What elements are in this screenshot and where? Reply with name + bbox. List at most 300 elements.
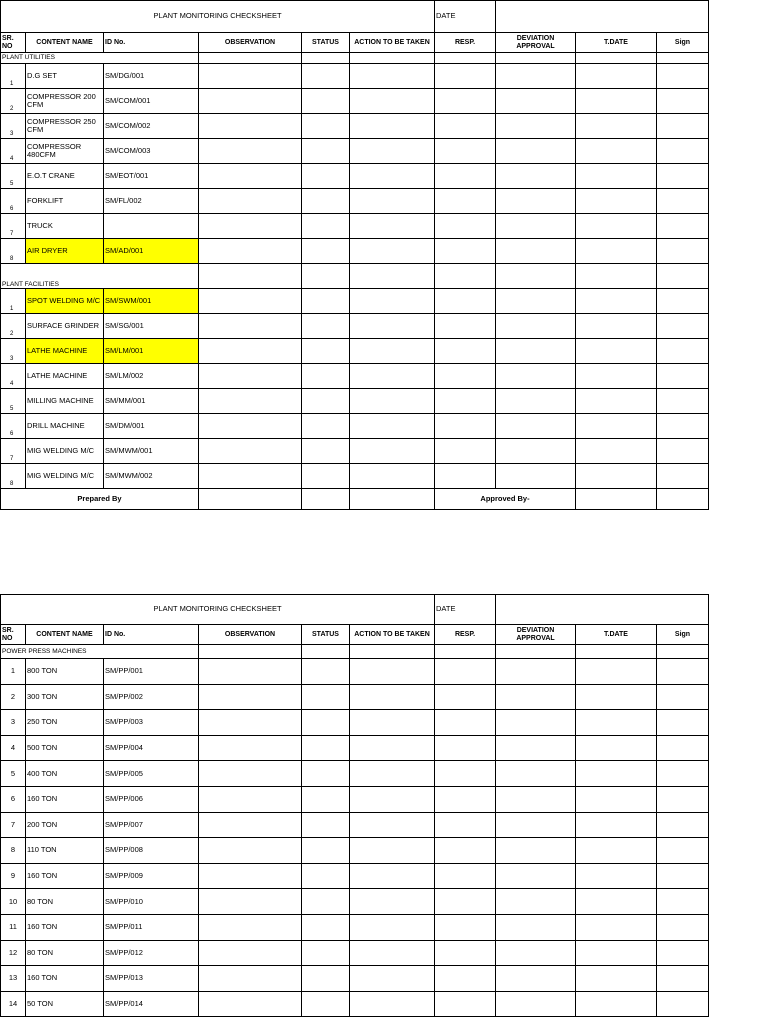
- sr-no-cell: 2: [1, 89, 26, 114]
- deviation-approval-cell[interactable]: [496, 991, 576, 1017]
- deviation-approval-cell[interactable]: [496, 439, 576, 464]
- deviation-approval-cell[interactable]: [496, 710, 576, 736]
- status-cell[interactable]: [302, 114, 350, 139]
- observation-cell[interactable]: [199, 339, 302, 364]
- sr-no-cell: 10: [1, 889, 26, 915]
- id-no-cell: SM/COM/001: [104, 89, 199, 114]
- resp-cell[interactable]: [435, 863, 496, 889]
- deviation-approval-cell[interactable]: [496, 364, 576, 389]
- resp-cell[interactable]: [435, 838, 496, 864]
- status-cell[interactable]: [302, 339, 350, 364]
- deviation-approval-cell[interactable]: [496, 314, 576, 339]
- col-header-sign: Sign: [657, 625, 709, 645]
- observation-cell[interactable]: [199, 812, 302, 838]
- action-cell[interactable]: [350, 64, 435, 89]
- resp-cell[interactable]: [435, 735, 496, 761]
- deviation-approval-cell[interactable]: [496, 464, 576, 489]
- status-cell[interactable]: [302, 991, 350, 1017]
- sr-no-cell: 5: [1, 389, 26, 414]
- resp-cell[interactable]: [435, 339, 496, 364]
- table-row: [1, 966, 709, 992]
- content-name-cell: COMPRESSOR 250 CFM: [26, 114, 104, 139]
- observation-cell[interactable]: [199, 289, 302, 314]
- resp-cell[interactable]: [435, 314, 496, 339]
- resp-cell[interactable]: [435, 786, 496, 812]
- table-row: [1, 439, 709, 464]
- col-header-action: ACTION TO BE TAKEN: [350, 33, 435, 53]
- sign-cell[interactable]: [657, 364, 709, 389]
- content-name-cell: E.O.T CRANE: [26, 164, 104, 189]
- table-row: [1, 89, 709, 114]
- tdate-cell[interactable]: [576, 339, 657, 364]
- observation-cell[interactable]: [199, 966, 302, 992]
- status-cell[interactable]: [302, 863, 350, 889]
- resp-cell[interactable]: [435, 389, 496, 414]
- col-header-tdate: T.DATE: [576, 625, 657, 645]
- tdate-cell[interactable]: [576, 414, 657, 439]
- tdate-cell[interactable]: [576, 64, 657, 89]
- checksheet-power-press: [0, 594, 709, 1017]
- status-cell[interactable]: [302, 889, 350, 915]
- tdate-cell[interactable]: [576, 439, 657, 464]
- status-cell[interactable]: [302, 940, 350, 966]
- resp-cell[interactable]: [435, 239, 496, 264]
- deviation-approval-cell[interactable]: [496, 914, 576, 940]
- action-cell[interactable]: [350, 289, 435, 314]
- observation-cell[interactable]: [199, 439, 302, 464]
- content-name-cell: AIR DRYER: [26, 239, 104, 264]
- date-label: DATE: [435, 1, 496, 33]
- tdate-cell[interactable]: [576, 239, 657, 264]
- table-row: [1, 710, 709, 736]
- sign-cell[interactable]: [657, 838, 709, 864]
- resp-cell[interactable]: [435, 464, 496, 489]
- deviation-approval-cell[interactable]: [496, 139, 576, 164]
- content-name-cell: 80 TON: [26, 940, 104, 966]
- action-cell[interactable]: [350, 314, 435, 339]
- tdate-cell[interactable]: [576, 863, 657, 889]
- action-cell[interactable]: [350, 89, 435, 114]
- resp-cell[interactable]: [435, 89, 496, 114]
- observation-cell[interactable]: [199, 114, 302, 139]
- observation-cell[interactable]: [199, 314, 302, 339]
- action-cell[interactable]: [350, 389, 435, 414]
- resp-cell[interactable]: [435, 139, 496, 164]
- id-no-cell: SM/PP/002: [104, 684, 199, 710]
- content-name-cell: 300 TON: [26, 684, 104, 710]
- resp-cell[interactable]: [435, 214, 496, 239]
- observation-cell[interactable]: [199, 761, 302, 787]
- resp-cell[interactable]: [435, 991, 496, 1017]
- sign-cell[interactable]: [657, 389, 709, 414]
- table-row: [1, 889, 709, 915]
- col-header-id: ID No.: [104, 33, 199, 53]
- status-cell[interactable]: [302, 389, 350, 414]
- sign-cell[interactable]: [657, 214, 709, 239]
- col-header-sign: Sign: [657, 33, 709, 53]
- observation-cell[interactable]: [199, 139, 302, 164]
- sign-cell[interactable]: [657, 735, 709, 761]
- status-cell[interactable]: [302, 761, 350, 787]
- action-cell[interactable]: [350, 966, 435, 992]
- col-header-status: STATUS: [302, 625, 350, 645]
- observation-cell[interactable]: [199, 684, 302, 710]
- tdate-cell[interactable]: [576, 940, 657, 966]
- content-name-cell: 50 TON: [26, 991, 104, 1017]
- tdate-cell[interactable]: [576, 889, 657, 915]
- status-cell[interactable]: [302, 439, 350, 464]
- action-cell[interactable]: [350, 812, 435, 838]
- deviation-approval-cell[interactable]: [496, 940, 576, 966]
- section-row: [1, 53, 709, 64]
- action-cell[interactable]: [350, 786, 435, 812]
- observation-cell[interactable]: [199, 786, 302, 812]
- col-header-deviation: DEVIATION APPROVAL: [496, 625, 576, 645]
- sr-no-cell: 14: [1, 991, 26, 1017]
- status-cell[interactable]: [302, 966, 350, 992]
- action-cell[interactable]: [350, 710, 435, 736]
- deviation-approval-cell[interactable]: [496, 64, 576, 89]
- status-cell[interactable]: [302, 735, 350, 761]
- status-cell[interactable]: [302, 710, 350, 736]
- sign-cell[interactable]: [657, 439, 709, 464]
- tdate-cell[interactable]: [576, 464, 657, 489]
- header-row: [1, 33, 709, 53]
- resp-cell[interactable]: [435, 684, 496, 710]
- deviation-approval-cell[interactable]: [496, 289, 576, 314]
- tdate-cell[interactable]: [576, 786, 657, 812]
- resp-cell[interactable]: [435, 414, 496, 439]
- deviation-approval-cell[interactable]: [496, 214, 576, 239]
- tdate-cell[interactable]: [576, 214, 657, 239]
- status-cell[interactable]: [302, 164, 350, 189]
- action-cell[interactable]: [350, 214, 435, 239]
- sr-no-cell: 4: [1, 364, 26, 389]
- deviation-approval-cell[interactable]: [496, 889, 576, 915]
- id-no-cell: SM/SWM/001: [104, 289, 199, 314]
- table-body: [1, 64, 709, 264]
- sheet-title: PLANT MONITORING CHECKSHEET: [1, 1, 435, 33]
- tdate-cell[interactable]: [576, 812, 657, 838]
- status-cell[interactable]: [302, 464, 350, 489]
- observation-cell[interactable]: [199, 838, 302, 864]
- sr-no-cell: 3: [1, 114, 26, 139]
- status-cell[interactable]: [302, 239, 350, 264]
- deviation-approval-cell[interactable]: [496, 339, 576, 364]
- action-cell[interactable]: [350, 863, 435, 889]
- table-row: [1, 289, 709, 314]
- table-row: [1, 735, 709, 761]
- id-no-cell: SM/PP/013: [104, 966, 199, 992]
- sr-no-cell: 6: [1, 189, 26, 214]
- deviation-approval-cell[interactable]: [496, 812, 576, 838]
- deviation-approval-cell[interactable]: [496, 89, 576, 114]
- observation-cell[interactable]: [199, 389, 302, 414]
- sign-cell[interactable]: [657, 139, 709, 164]
- col-header-action: ACTION TO BE TAKEN: [350, 625, 435, 645]
- col-header-status: STATUS: [302, 33, 350, 53]
- sign-cell[interactable]: [657, 889, 709, 915]
- resp-cell[interactable]: [435, 940, 496, 966]
- resp-cell[interactable]: [435, 966, 496, 992]
- table-row: [1, 314, 709, 339]
- sign-cell[interactable]: [657, 114, 709, 139]
- action-cell[interactable]: [350, 139, 435, 164]
- sign-cell[interactable]: [657, 966, 709, 992]
- table-row: [1, 684, 709, 710]
- deviation-approval-cell[interactable]: [496, 966, 576, 992]
- tdate-cell[interactable]: [576, 966, 657, 992]
- table-row: [1, 189, 709, 214]
- sign-cell[interactable]: [657, 239, 709, 264]
- action-cell[interactable]: [350, 439, 435, 464]
- tdate-cell[interactable]: [576, 710, 657, 736]
- section-label: POWER PRESS MACHINES: [1, 645, 199, 659]
- id-no-cell: SM/EOT/001: [104, 164, 199, 189]
- table-row: [1, 414, 709, 439]
- status-cell[interactable]: [302, 414, 350, 439]
- action-cell[interactable]: [350, 735, 435, 761]
- resp-cell[interactable]: [435, 812, 496, 838]
- status-cell[interactable]: [302, 659, 350, 685]
- action-cell[interactable]: [350, 914, 435, 940]
- action-cell[interactable]: [350, 339, 435, 364]
- col-header-tdate: T.DATE: [576, 33, 657, 53]
- action-cell[interactable]: [350, 114, 435, 139]
- sign-cell[interactable]: [657, 812, 709, 838]
- prepared-by-sign[interactable]: [199, 489, 302, 510]
- sign-cell[interactable]: [657, 289, 709, 314]
- status-cell[interactable]: [302, 786, 350, 812]
- resp-cell[interactable]: [435, 439, 496, 464]
- status-cell[interactable]: [302, 89, 350, 114]
- content-name-cell: 800 TON: [26, 659, 104, 685]
- action-cell[interactable]: [350, 838, 435, 864]
- table-row: [1, 761, 709, 787]
- observation-cell[interactable]: [199, 364, 302, 389]
- resp-cell[interactable]: [435, 164, 496, 189]
- id-no-cell: SM/PP/009: [104, 863, 199, 889]
- status-cell[interactable]: [302, 838, 350, 864]
- deviation-approval-cell[interactable]: [496, 761, 576, 787]
- resp-cell[interactable]: [435, 889, 496, 915]
- tdate-cell[interactable]: [576, 89, 657, 114]
- content-name-cell: LATHE MACHINE: [26, 364, 104, 389]
- status-cell[interactable]: [302, 812, 350, 838]
- tdate-cell[interactable]: [576, 991, 657, 1017]
- observation-cell[interactable]: [199, 940, 302, 966]
- sign-cell[interactable]: [657, 414, 709, 439]
- action-cell[interactable]: [350, 889, 435, 915]
- observation-cell[interactable]: [199, 889, 302, 915]
- tdate-cell[interactable]: [576, 189, 657, 214]
- sign-cell[interactable]: [657, 339, 709, 364]
- tdate-cell[interactable]: [576, 914, 657, 940]
- action-cell[interactable]: [350, 164, 435, 189]
- tdate-cell[interactable]: [576, 659, 657, 685]
- action-cell[interactable]: [350, 991, 435, 1017]
- observation-cell[interactable]: [199, 164, 302, 189]
- tdate-cell[interactable]: [576, 761, 657, 787]
- observation-cell[interactable]: [199, 214, 302, 239]
- table-row: [1, 863, 709, 889]
- tdate-cell[interactable]: [576, 735, 657, 761]
- content-name-cell: 80 TON: [26, 889, 104, 915]
- id-no-cell: SM/SG/001: [104, 314, 199, 339]
- sr-no-cell: 11: [1, 914, 26, 940]
- content-name-cell: SPOT WELDING M/C: [26, 289, 104, 314]
- id-no-cell: [104, 214, 199, 239]
- status-cell[interactable]: [302, 214, 350, 239]
- table-row: [1, 164, 709, 189]
- sign-cell[interactable]: [657, 761, 709, 787]
- status-cell[interactable]: [302, 364, 350, 389]
- content-name-cell: 160 TON: [26, 914, 104, 940]
- sign-cell[interactable]: [657, 164, 709, 189]
- action-cell[interactable]: [350, 189, 435, 214]
- status-cell[interactable]: [302, 189, 350, 214]
- table-row: [1, 991, 709, 1017]
- observation-cell[interactable]: [199, 189, 302, 214]
- action-cell[interactable]: [350, 464, 435, 489]
- resp-cell[interactable]: [435, 114, 496, 139]
- id-no-cell: SM/PP/004: [104, 735, 199, 761]
- deviation-approval-cell[interactable]: [496, 684, 576, 710]
- tdate-cell[interactable]: [576, 364, 657, 389]
- observation-cell[interactable]: [199, 991, 302, 1017]
- tdate-cell[interactable]: [576, 114, 657, 139]
- action-cell[interactable]: [350, 761, 435, 787]
- sign-cell[interactable]: [657, 684, 709, 710]
- tdate-cell[interactable]: [576, 389, 657, 414]
- sign-cell[interactable]: [657, 940, 709, 966]
- content-name-cell: TRUCK: [26, 214, 104, 239]
- resp-cell[interactable]: [435, 364, 496, 389]
- observation-cell[interactable]: [199, 914, 302, 940]
- id-no-cell: SM/PP/003: [104, 710, 199, 736]
- sign-cell[interactable]: [657, 189, 709, 214]
- status-cell[interactable]: [302, 314, 350, 339]
- deviation-approval-cell[interactable]: [496, 239, 576, 264]
- resp-cell[interactable]: [435, 64, 496, 89]
- sign-cell[interactable]: [657, 64, 709, 89]
- date-field[interactable]: [496, 1, 709, 33]
- sign-cell[interactable]: [657, 89, 709, 114]
- deviation-approval-cell[interactable]: [496, 863, 576, 889]
- table-row: [1, 214, 709, 239]
- observation-cell[interactable]: [199, 239, 302, 264]
- tdate-cell[interactable]: [576, 289, 657, 314]
- table-row: [1, 364, 709, 389]
- content-name-cell: 250 TON: [26, 710, 104, 736]
- tdate-cell[interactable]: [576, 684, 657, 710]
- action-cell[interactable]: [350, 364, 435, 389]
- content-name-cell: 160 TON: [26, 863, 104, 889]
- table-row: [1, 389, 709, 414]
- sr-no-cell: 13: [1, 966, 26, 992]
- deviation-approval-cell[interactable]: [496, 114, 576, 139]
- content-name-cell: DRILL MACHINE: [26, 414, 104, 439]
- resp-cell[interactable]: [435, 914, 496, 940]
- tdate-cell[interactable]: [576, 164, 657, 189]
- resp-cell[interactable]: [435, 710, 496, 736]
- content-name-cell: COMPRESSOR 480CFM: [26, 139, 104, 164]
- date-field[interactable]: [496, 595, 709, 625]
- sign-cell[interactable]: [657, 914, 709, 940]
- status-cell[interactable]: [302, 914, 350, 940]
- status-cell[interactable]: [302, 289, 350, 314]
- col-header-content-name: CONTENT NAME: [26, 625, 104, 645]
- observation-cell[interactable]: [199, 710, 302, 736]
- approved-by-sign[interactable]: [576, 489, 657, 510]
- resp-cell[interactable]: [435, 659, 496, 685]
- sign-cell[interactable]: [657, 659, 709, 685]
- sign-cell[interactable]: [657, 710, 709, 736]
- action-cell[interactable]: [350, 940, 435, 966]
- deviation-approval-cell[interactable]: [496, 659, 576, 685]
- observation-cell[interactable]: [199, 863, 302, 889]
- resp-cell[interactable]: [435, 189, 496, 214]
- deviation-approval-cell[interactable]: [496, 735, 576, 761]
- action-cell[interactable]: [350, 684, 435, 710]
- observation-cell[interactable]: [199, 735, 302, 761]
- deviation-approval-cell[interactable]: [496, 786, 576, 812]
- sign-cell[interactable]: [657, 991, 709, 1017]
- tdate-cell[interactable]: [576, 139, 657, 164]
- action-cell[interactable]: [350, 414, 435, 439]
- observation-cell[interactable]: [199, 464, 302, 489]
- sr-no-cell: 8: [1, 239, 26, 264]
- content-name-cell: D.G SET: [26, 64, 104, 89]
- id-no-cell: SM/MM/001: [104, 389, 199, 414]
- col-header-srno: SR. NO: [1, 625, 26, 645]
- table-row: [1, 239, 709, 264]
- sr-no-cell: 1: [1, 659, 26, 685]
- observation-cell[interactable]: [199, 64, 302, 89]
- sign-cell[interactable]: [657, 314, 709, 339]
- resp-cell[interactable]: [435, 761, 496, 787]
- observation-cell[interactable]: [199, 414, 302, 439]
- id-no-cell: SM/MWM/002: [104, 464, 199, 489]
- sign-cell[interactable]: [657, 464, 709, 489]
- tdate-cell[interactable]: [576, 314, 657, 339]
- action-cell[interactable]: [350, 239, 435, 264]
- sr-no-cell: 6: [1, 414, 26, 439]
- deviation-approval-cell[interactable]: [496, 164, 576, 189]
- deviation-approval-cell[interactable]: [496, 838, 576, 864]
- content-name-cell: MILLING MACHINE: [26, 389, 104, 414]
- observation-cell[interactable]: [199, 659, 302, 685]
- action-cell[interactable]: [350, 659, 435, 685]
- table-row: [1, 812, 709, 838]
- deviation-approval-cell[interactable]: [496, 189, 576, 214]
- content-name-cell: 200 TON: [26, 812, 104, 838]
- table-row: [1, 838, 709, 864]
- deviation-approval-cell[interactable]: [496, 389, 576, 414]
- tdate-cell[interactable]: [576, 838, 657, 864]
- deviation-approval-cell[interactable]: [496, 414, 576, 439]
- sign-cell[interactable]: [657, 786, 709, 812]
- sr-no-cell: 6: [1, 786, 26, 812]
- status-cell[interactable]: [302, 139, 350, 164]
- id-no-cell: SM/PP/007: [104, 812, 199, 838]
- status-cell[interactable]: [302, 684, 350, 710]
- resp-cell[interactable]: [435, 289, 496, 314]
- sign-cell[interactable]: [657, 863, 709, 889]
- status-cell[interactable]: [302, 64, 350, 89]
- header-row: [1, 625, 709, 645]
- observation-cell[interactable]: [199, 89, 302, 114]
